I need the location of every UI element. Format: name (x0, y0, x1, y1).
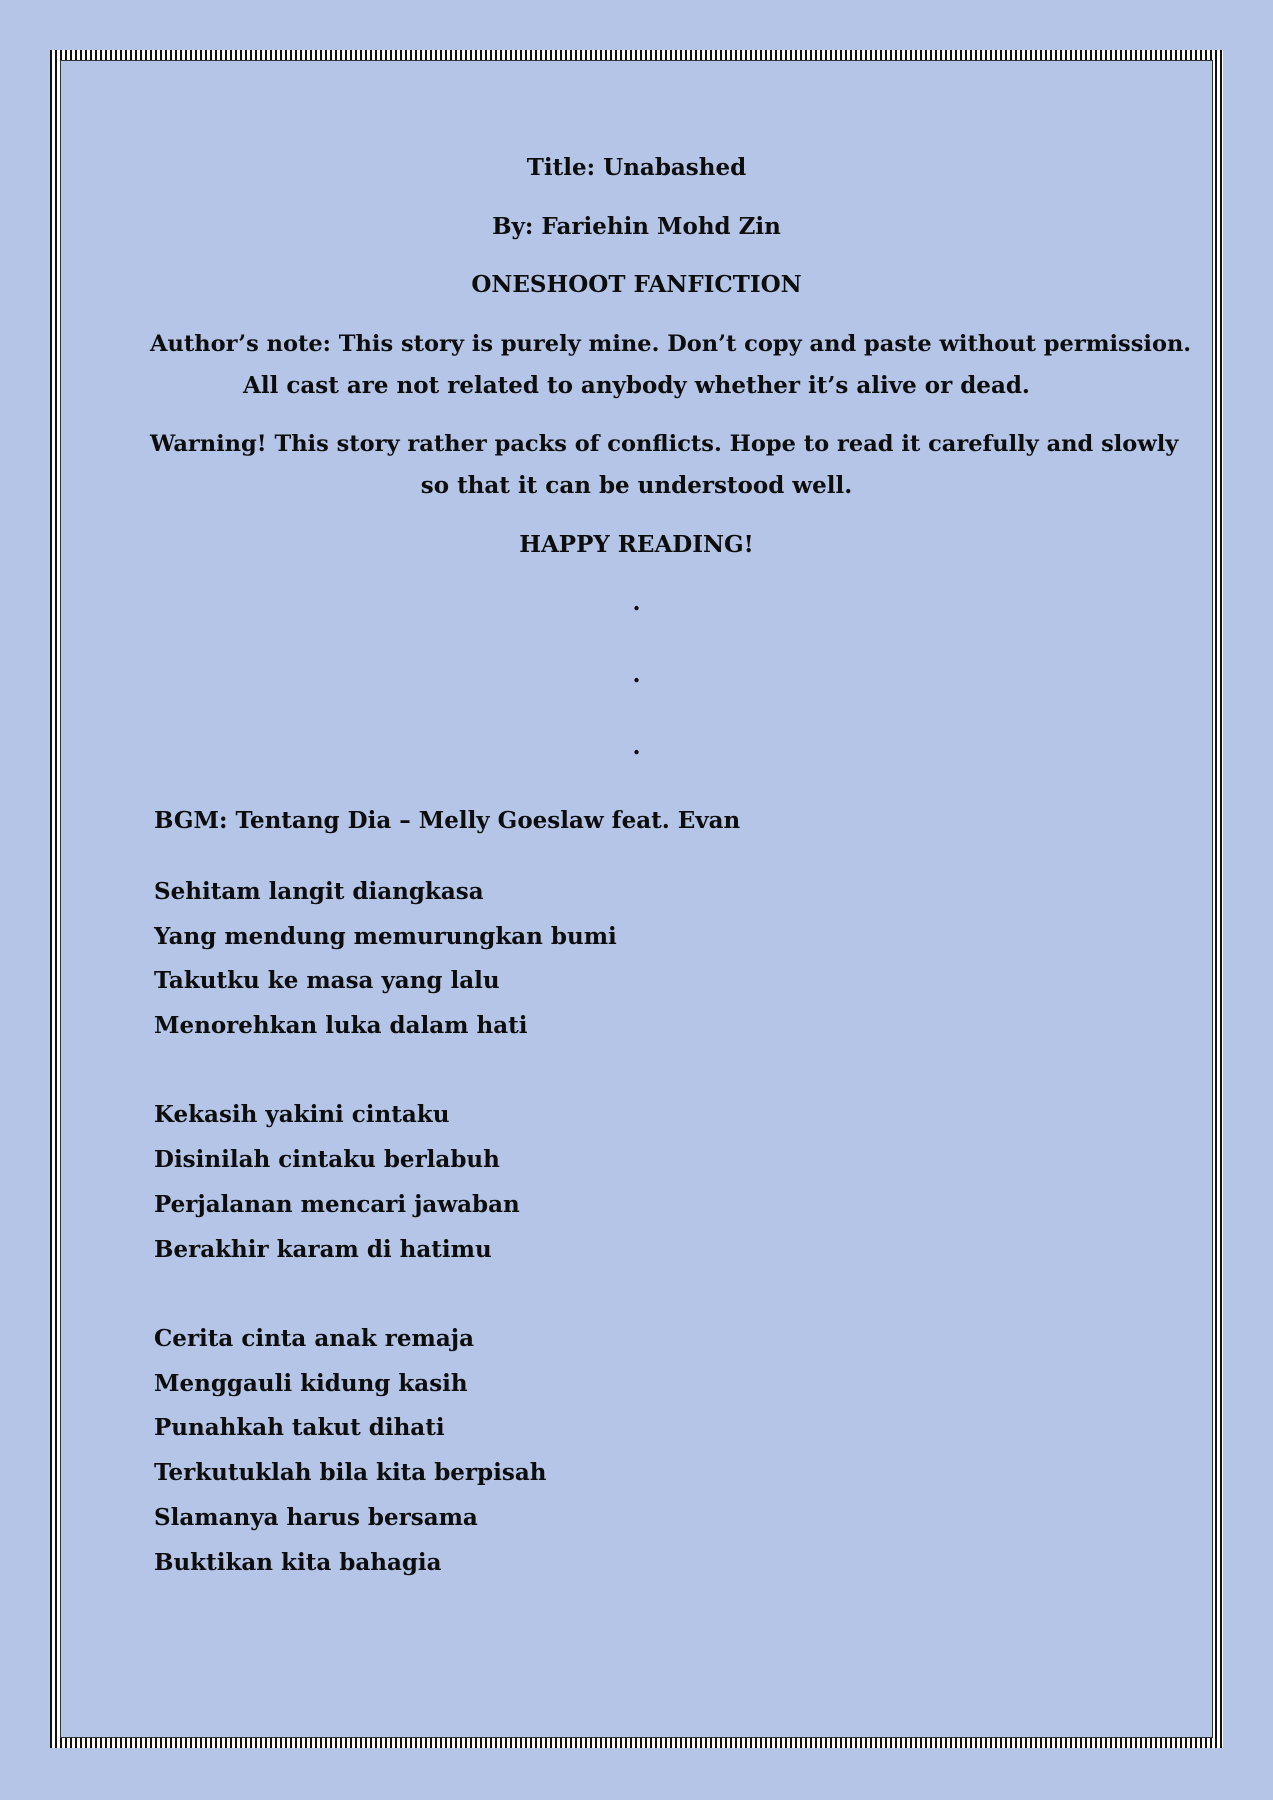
separator-dot: . (632, 661, 641, 688)
lyric-line: Punahkah takut dihati (154, 1414, 445, 1441)
lyric-line: Menorehkan luka dalam hati (154, 1012, 528, 1039)
lyric-line: Perjalanan mencari jawaban (154, 1191, 520, 1218)
warning-line-2: so that it can be understood well. (420, 472, 853, 499)
lyric-line: Sehitam langit diangkasa (154, 878, 484, 905)
story-author: By: Fariehin Mohd Zin (492, 213, 781, 240)
lyric-line: Buktikan kita bahagia (154, 1549, 442, 1576)
lyric-line: Takutku ke masa yang lalu (154, 967, 500, 994)
bgm-line: BGM: Tentang Dia – Melly Goeslaw feat. Evan (154, 807, 741, 834)
happy-reading: HAPPY READING! (519, 531, 754, 558)
lyric-line: Kekasih yakini cintaku (154, 1101, 450, 1128)
lyric-line: Disinilah cintaku berlabuh (154, 1146, 500, 1173)
author-note-line-1: Author’s note: This story is purely mine. Don’t copy and paste without permission. (150, 331, 1192, 357)
lyric-line: Menggauli kidung kasih (154, 1370, 468, 1397)
lyric-line: Berakhir karam di hatimu (154, 1236, 492, 1263)
story-genre: ONESHOOT FANFICTION (471, 271, 802, 298)
separator-dot: . (632, 733, 641, 760)
warning-line-1: Warning! This story rather packs of conflicts. Hope to read it carefully and slowly (150, 431, 1179, 457)
lyric-line: Slamanya harus bersama (154, 1504, 478, 1531)
story-title: Title: Unabashed (526, 154, 747, 181)
author-note-line-2: All cast are not related to anybody whether it’s alive or dead. (243, 372, 1030, 399)
separator-dot: . (632, 589, 641, 616)
lyric-line: Terkutuklah bila kita berpisah (154, 1459, 547, 1486)
lyric-line: Yang mendung memurungkan bumi (154, 923, 617, 950)
lyric-line: Cerita cinta anak remaja (154, 1325, 475, 1352)
